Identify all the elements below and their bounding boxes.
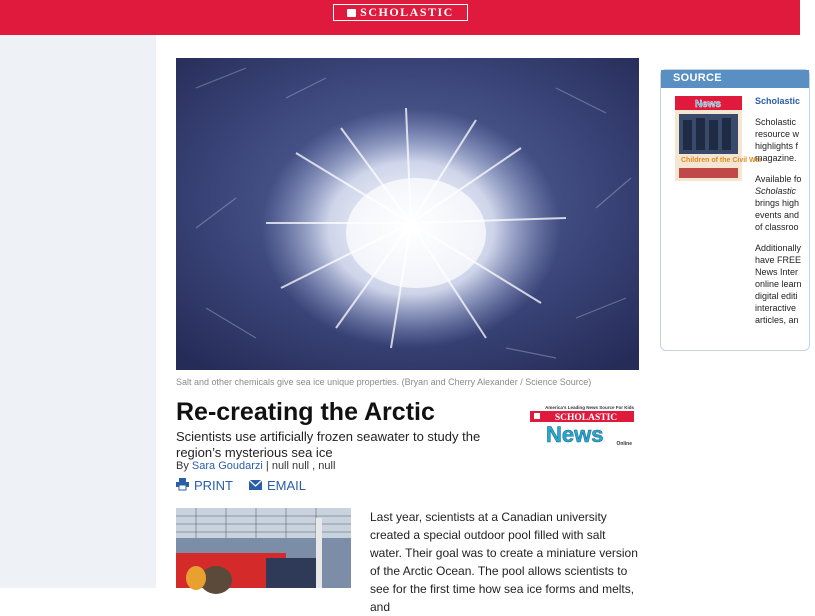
news-logo-suffix: Online [616,441,632,447]
hero-image [176,58,639,370]
article-subtitle: Scientists use artificially frozen seawater to study the region’s mysterious sea ice [176,429,481,460]
source-para2-line5: of classroo [755,222,799,232]
source-para3-line7: articles, an [755,315,799,325]
news-logo-tagline: America's Leading News Source For Kids [545,405,634,410]
inset-photo [176,508,351,588]
magazine-cover[interactable] [675,96,763,181]
byline-suffix: | null null , null [265,460,336,472]
news-logo-brand: SCHOLASTIC [554,413,618,423]
scholastic-logo-text: SCHOLASTIC [360,5,454,19]
source-para1-line2: resource w [755,129,800,139]
email-button[interactable] [249,478,306,493]
source-para2-line2: Scholastic [755,186,797,196]
source-para2-line4: events and [755,210,800,220]
source-title-link[interactable]: Scholastic [755,96,801,106]
byline [176,460,335,472]
print-label: PRINT [194,478,233,493]
source-para1-line4: magazine. [755,153,797,163]
article-tools [176,478,306,493]
article-title: Re-creating the Arctic [176,398,435,426]
envelope-icon [249,478,262,493]
printer-icon [176,478,189,493]
image-caption: Salt and other chemicals give sea ice unique properties. (Bryan and Cherry Alexander / Science Source) [176,377,592,387]
left-sidebar [0,35,156,588]
article-body: Last year, scientists at a Canadian university created a special outdoor pool filled with salt water. Their goal was to create a miniature version of the Arctic Ocean. The pool allows scientists to see for the first time how sea ice forms and melts, and [370,510,638,614]
magazine-cover-headline: Children of the Civil War [681,157,763,164]
source-para3-line1: Additionally [755,243,802,253]
source-para3-line2: have FREE [755,255,802,265]
source-para1-line1: Scholastic [755,117,797,127]
source-para3-line3: News Inter [755,267,799,277]
source-heading: SOURCE [661,70,809,88]
print-button[interactable] [176,478,233,493]
source-para1-line3: highlights f [755,141,799,151]
author-link[interactable]: Sara Goudarzi [191,460,263,472]
scholastic-logo[interactable] [333,4,468,21]
byline-prefix: By [176,460,189,472]
top-bar [0,0,800,35]
source-para2-line1: Available fo [755,174,802,184]
source-para3-line4: online learn [755,279,802,289]
source-para2-line3: brings high [755,198,800,208]
source-para3-line6: interactive [755,303,797,313]
magazine-cover-label: News [694,99,722,110]
source-para3-line5: digital editi [755,291,798,301]
scholastic-news-online-logo[interactable] [528,404,636,446]
email-label: EMAIL [267,478,307,493]
book-icon [347,9,356,17]
source-panel [660,69,810,351]
news-logo-word: News [546,422,604,447]
